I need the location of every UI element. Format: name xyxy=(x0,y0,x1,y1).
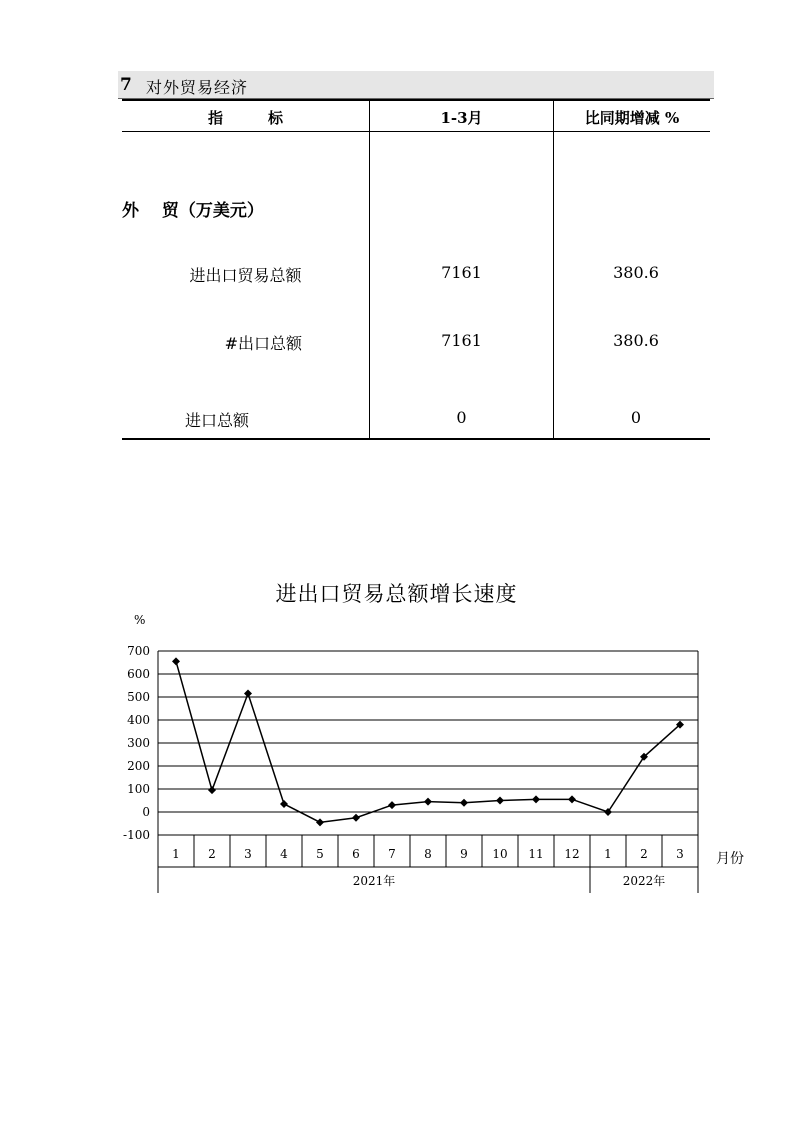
y-tick-label: 0 xyxy=(142,805,150,819)
section-number: 7 xyxy=(120,75,132,95)
y-tick-label: -100 xyxy=(123,828,150,842)
y-tick-label: 600 xyxy=(127,667,150,681)
row-label: #出口总额 xyxy=(224,334,302,353)
y-tick-label: 500 xyxy=(127,690,150,704)
header-indicator: 指 标 xyxy=(207,109,283,127)
header-change: 比同期增减 % xyxy=(584,109,680,127)
y-tick-label: 400 xyxy=(127,713,150,727)
header-period: 1-3月 xyxy=(440,109,483,127)
data-point xyxy=(604,808,612,816)
row-change: 380.6 xyxy=(613,263,659,282)
x-tick-label: 3 xyxy=(676,847,684,861)
row-value: 7161 xyxy=(441,263,482,282)
y-tick-label: 700 xyxy=(127,644,150,658)
category-label: 外 贸（万美元） xyxy=(122,201,264,221)
data-point xyxy=(568,795,576,803)
x-tick-label: 8 xyxy=(424,847,432,861)
growth-line-chart xyxy=(0,600,793,900)
section-header xyxy=(118,71,714,99)
header-divider xyxy=(122,131,710,132)
row-change: 0 xyxy=(630,408,642,427)
data-point xyxy=(460,799,468,807)
data-point xyxy=(388,801,396,809)
section-title: 对外贸易经济 xyxy=(146,78,249,97)
data-point xyxy=(208,786,216,794)
x-tick-label: 11 xyxy=(528,847,544,861)
x-tick-label: 5 xyxy=(316,847,324,861)
trade-table xyxy=(122,99,710,440)
group-label: 2022年 xyxy=(622,874,666,888)
x-tick-label: 10 xyxy=(492,847,508,861)
y-tick-label: 300 xyxy=(127,736,150,750)
row-change: 380.6 xyxy=(613,331,659,350)
x-tick-label: 1 xyxy=(604,847,612,861)
data-point xyxy=(280,800,288,808)
x-tick-label: 4 xyxy=(280,847,288,861)
y-axis-label: % xyxy=(134,613,146,627)
row-value: 7161 xyxy=(441,331,482,350)
x-tick-label: 12 xyxy=(564,847,580,861)
x-tick-label: 1 xyxy=(172,847,180,861)
data-point xyxy=(316,818,324,826)
data-point xyxy=(172,657,180,665)
data-point xyxy=(496,797,504,805)
x-tick-label: 2 xyxy=(640,847,648,861)
x-axis-label: 月份 xyxy=(716,851,744,867)
x-tick-label: 9 xyxy=(460,847,468,861)
row-label: 进出口贸易总额 xyxy=(189,266,302,285)
data-point xyxy=(352,814,360,822)
row-value: 0 xyxy=(456,408,467,427)
data-point xyxy=(424,798,432,806)
x-tick-label: 2 xyxy=(208,847,216,861)
y-tick-label: 200 xyxy=(127,759,150,773)
y-tick-label: 100 xyxy=(127,782,150,796)
data-point xyxy=(244,690,252,698)
x-tick-label: 3 xyxy=(244,847,252,861)
x-tick-label: 6 xyxy=(352,847,360,861)
data-point xyxy=(532,795,540,803)
row-label: 进口总额 xyxy=(184,411,249,430)
group-label: 2021年 xyxy=(352,874,396,888)
chart-title: 进出口贸易总额增长速度 xyxy=(275,582,518,606)
x-tick-label: 7 xyxy=(388,847,396,861)
